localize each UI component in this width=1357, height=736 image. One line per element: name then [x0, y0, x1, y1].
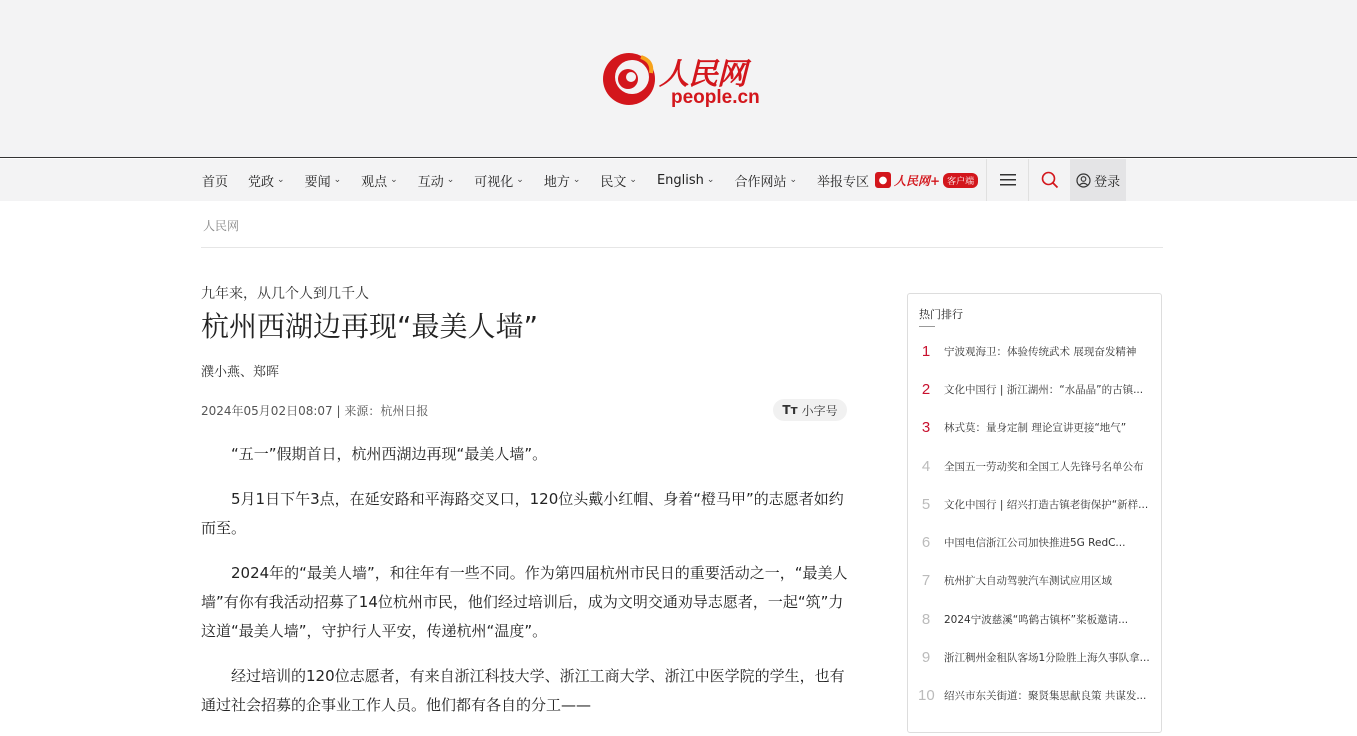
login-label: 登录	[1094, 174, 1121, 190]
hamburger-menu-icon	[1000, 173, 1016, 187]
title-underline	[919, 326, 935, 327]
article-paragraph: “五一”假期首日，杭州西湖边再现“最美人墙”。	[231, 445, 548, 463]
nav-item-local[interactable]: 地方 ⌄	[543, 174, 581, 190]
chevron-down-icon: ⌄	[789, 175, 798, 185]
nav-item-news[interactable]: 要闻 ⌄	[304, 174, 342, 190]
article-authors: 濮小燕、郑晖	[201, 365, 280, 380]
logo-domain: people.cn	[671, 87, 760, 108]
nav-item-interaction[interactable]: 互动 ⌄	[417, 174, 455, 190]
list-item[interactable]	[908, 638, 1161, 676]
hot-ranking-panel	[907, 293, 1162, 733]
app-logo-icon: ●	[875, 172, 891, 188]
rank-number: 6	[921, 534, 931, 552]
article-paragraph: 5月1日下午3点，在延安路和平海路交叉口，120位头戴小红帽、身着“橙马甲”的志愿者如约而至。	[201, 490, 844, 537]
chevron-down-icon: ⌄	[277, 175, 285, 185]
main-nav	[0, 159, 1357, 201]
divider	[201, 247, 1163, 248]
rank-number: 7	[921, 572, 931, 590]
rank-number: 5	[921, 495, 931, 513]
article-subtitle: 九年来，从几个人到几千人	[201, 286, 369, 302]
rank-headline[interactable]: 全国五一劳动奖和全国工人先锋号名单公布	[944, 460, 1144, 473]
nav-item-report[interactable]: 举报专区	[817, 174, 870, 190]
rank-number: 3	[921, 419, 931, 437]
list-item[interactable]	[908, 562, 1161, 600]
rank-headline[interactable]: 浙江稠州金租队客场1分险胜上海久事队拿...	[944, 652, 1150, 665]
list-item[interactable]	[908, 447, 1161, 485]
chevron-down-icon: ⌄	[572, 175, 581, 185]
app-tag: 客户端	[943, 173, 978, 188]
nav-item-partner-sites[interactable]: 合作网站 ⌄	[734, 174, 798, 190]
list-item[interactable]	[908, 370, 1161, 408]
font-size-icon: Tт	[782, 403, 798, 417]
rank-headline[interactable]: 宁波观海卫：体验传统武术 展现奋发精神	[944, 345, 1137, 358]
rank-headline[interactable]: 中国电信浙江公司加快推进5G RedC...	[944, 537, 1126, 550]
rank-headline[interactable]: 文化中国行 | 绍兴打造古镇老街保护“新样...	[944, 498, 1149, 511]
nav-item-home[interactable]: 首页	[202, 174, 229, 190]
rank-headline[interactable]: 林式莫：量身定制 理论宣讲更接“地气”	[944, 422, 1127, 435]
list-item[interactable]	[908, 523, 1161, 561]
hot-ranking-title: 热门排行	[919, 308, 963, 321]
rank-headline[interactable]: 文化中国行 | 浙江湖州：“水晶晶”的古镇...	[944, 383, 1144, 396]
search-button[interactable]	[1028, 159, 1070, 201]
app-name: 人民网+	[894, 173, 941, 188]
logo-text: 人民网	[659, 57, 746, 92]
list-item[interactable]	[908, 677, 1161, 715]
chevron-down-icon: ⌄	[446, 175, 455, 185]
hot-ranking-list	[908, 332, 1161, 715]
login-button[interactable]	[1070, 159, 1126, 201]
user-icon	[1076, 173, 1091, 188]
nav-item-english[interactable]: English ⌄	[656, 172, 715, 188]
article-body	[201, 440, 849, 736]
search-icon	[1041, 171, 1059, 189]
chevron-down-icon: ⌄	[333, 175, 342, 185]
font-size-label: 小字号	[801, 403, 838, 418]
header-banner	[0, 0, 1357, 158]
article-title: 杭州西湖边再现“最美人墙”	[201, 310, 539, 343]
nav-item-opinion[interactable]: 观点 ⌄	[361, 174, 398, 190]
rank-headline[interactable]: 绍兴市东关街道：聚贤集思献良策 共谋发...	[944, 690, 1147, 703]
chevron-down-icon: ⌄	[629, 175, 637, 185]
list-item[interactable]	[908, 485, 1161, 523]
rank-number: 4	[921, 457, 931, 475]
nav-item-party-government[interactable]: 党政 ⌄	[248, 174, 285, 190]
menu-button[interactable]	[986, 159, 1028, 201]
people-cn-logo[interactable]	[601, 49, 763, 109]
font-size-toggle[interactable]	[773, 399, 847, 421]
rank-number: 9	[921, 649, 931, 667]
rank-number: 8	[921, 610, 931, 628]
rank-number: 10	[918, 687, 935, 705]
rank-number: 1	[921, 342, 931, 360]
rank-number: 2	[921, 380, 931, 398]
list-item[interactable]	[908, 409, 1161, 447]
list-item[interactable]	[908, 600, 1161, 638]
article-paragraph: 经过培训的120位志愿者，有来自浙江科技大学、浙江工商大学、浙江中医学院的学生，也有通过社会招募的企事业工作人员。他们都有各自的分工——	[201, 667, 845, 714]
chevron-down-icon: ⌄	[706, 175, 715, 185]
article-meta: 2024年05月02日08:07 | 来源：杭州日报	[201, 404, 429, 418]
nav-item-ethnic-languages[interactable]: 民文 ⌄	[600, 174, 637, 190]
app-download-link[interactable]	[875, 159, 986, 201]
list-item[interactable]	[908, 332, 1161, 370]
chevron-down-icon: ⌄	[390, 175, 398, 185]
nav-item-visualization[interactable]: 可视化 ⌄	[474, 174, 524, 190]
logo-swirl-icon	[601, 51, 657, 107]
rank-headline[interactable]: 2024宁波慈溪“鸣鹤古镇杯”桨板邀请...	[944, 613, 1129, 626]
article-paragraph: 2024年的“最美人墙”，和往年有一些不同。作为第四届杭州市民日的重要活动之一，“最美人墙”有你有我活动招募了14位杭州市民，他们经过培训后，成为文明交通劝导志愿者，一起“筑”力这道“最美人墙”，守护行人平安，传递杭州“温度”。	[201, 564, 848, 640]
rank-headline[interactable]: 杭州扩大自动驾驶汽车测试应用区域	[944, 575, 1112, 588]
chevron-down-icon: ⌄	[516, 175, 524, 185]
breadcrumb[interactable]: 人民网	[203, 219, 240, 233]
